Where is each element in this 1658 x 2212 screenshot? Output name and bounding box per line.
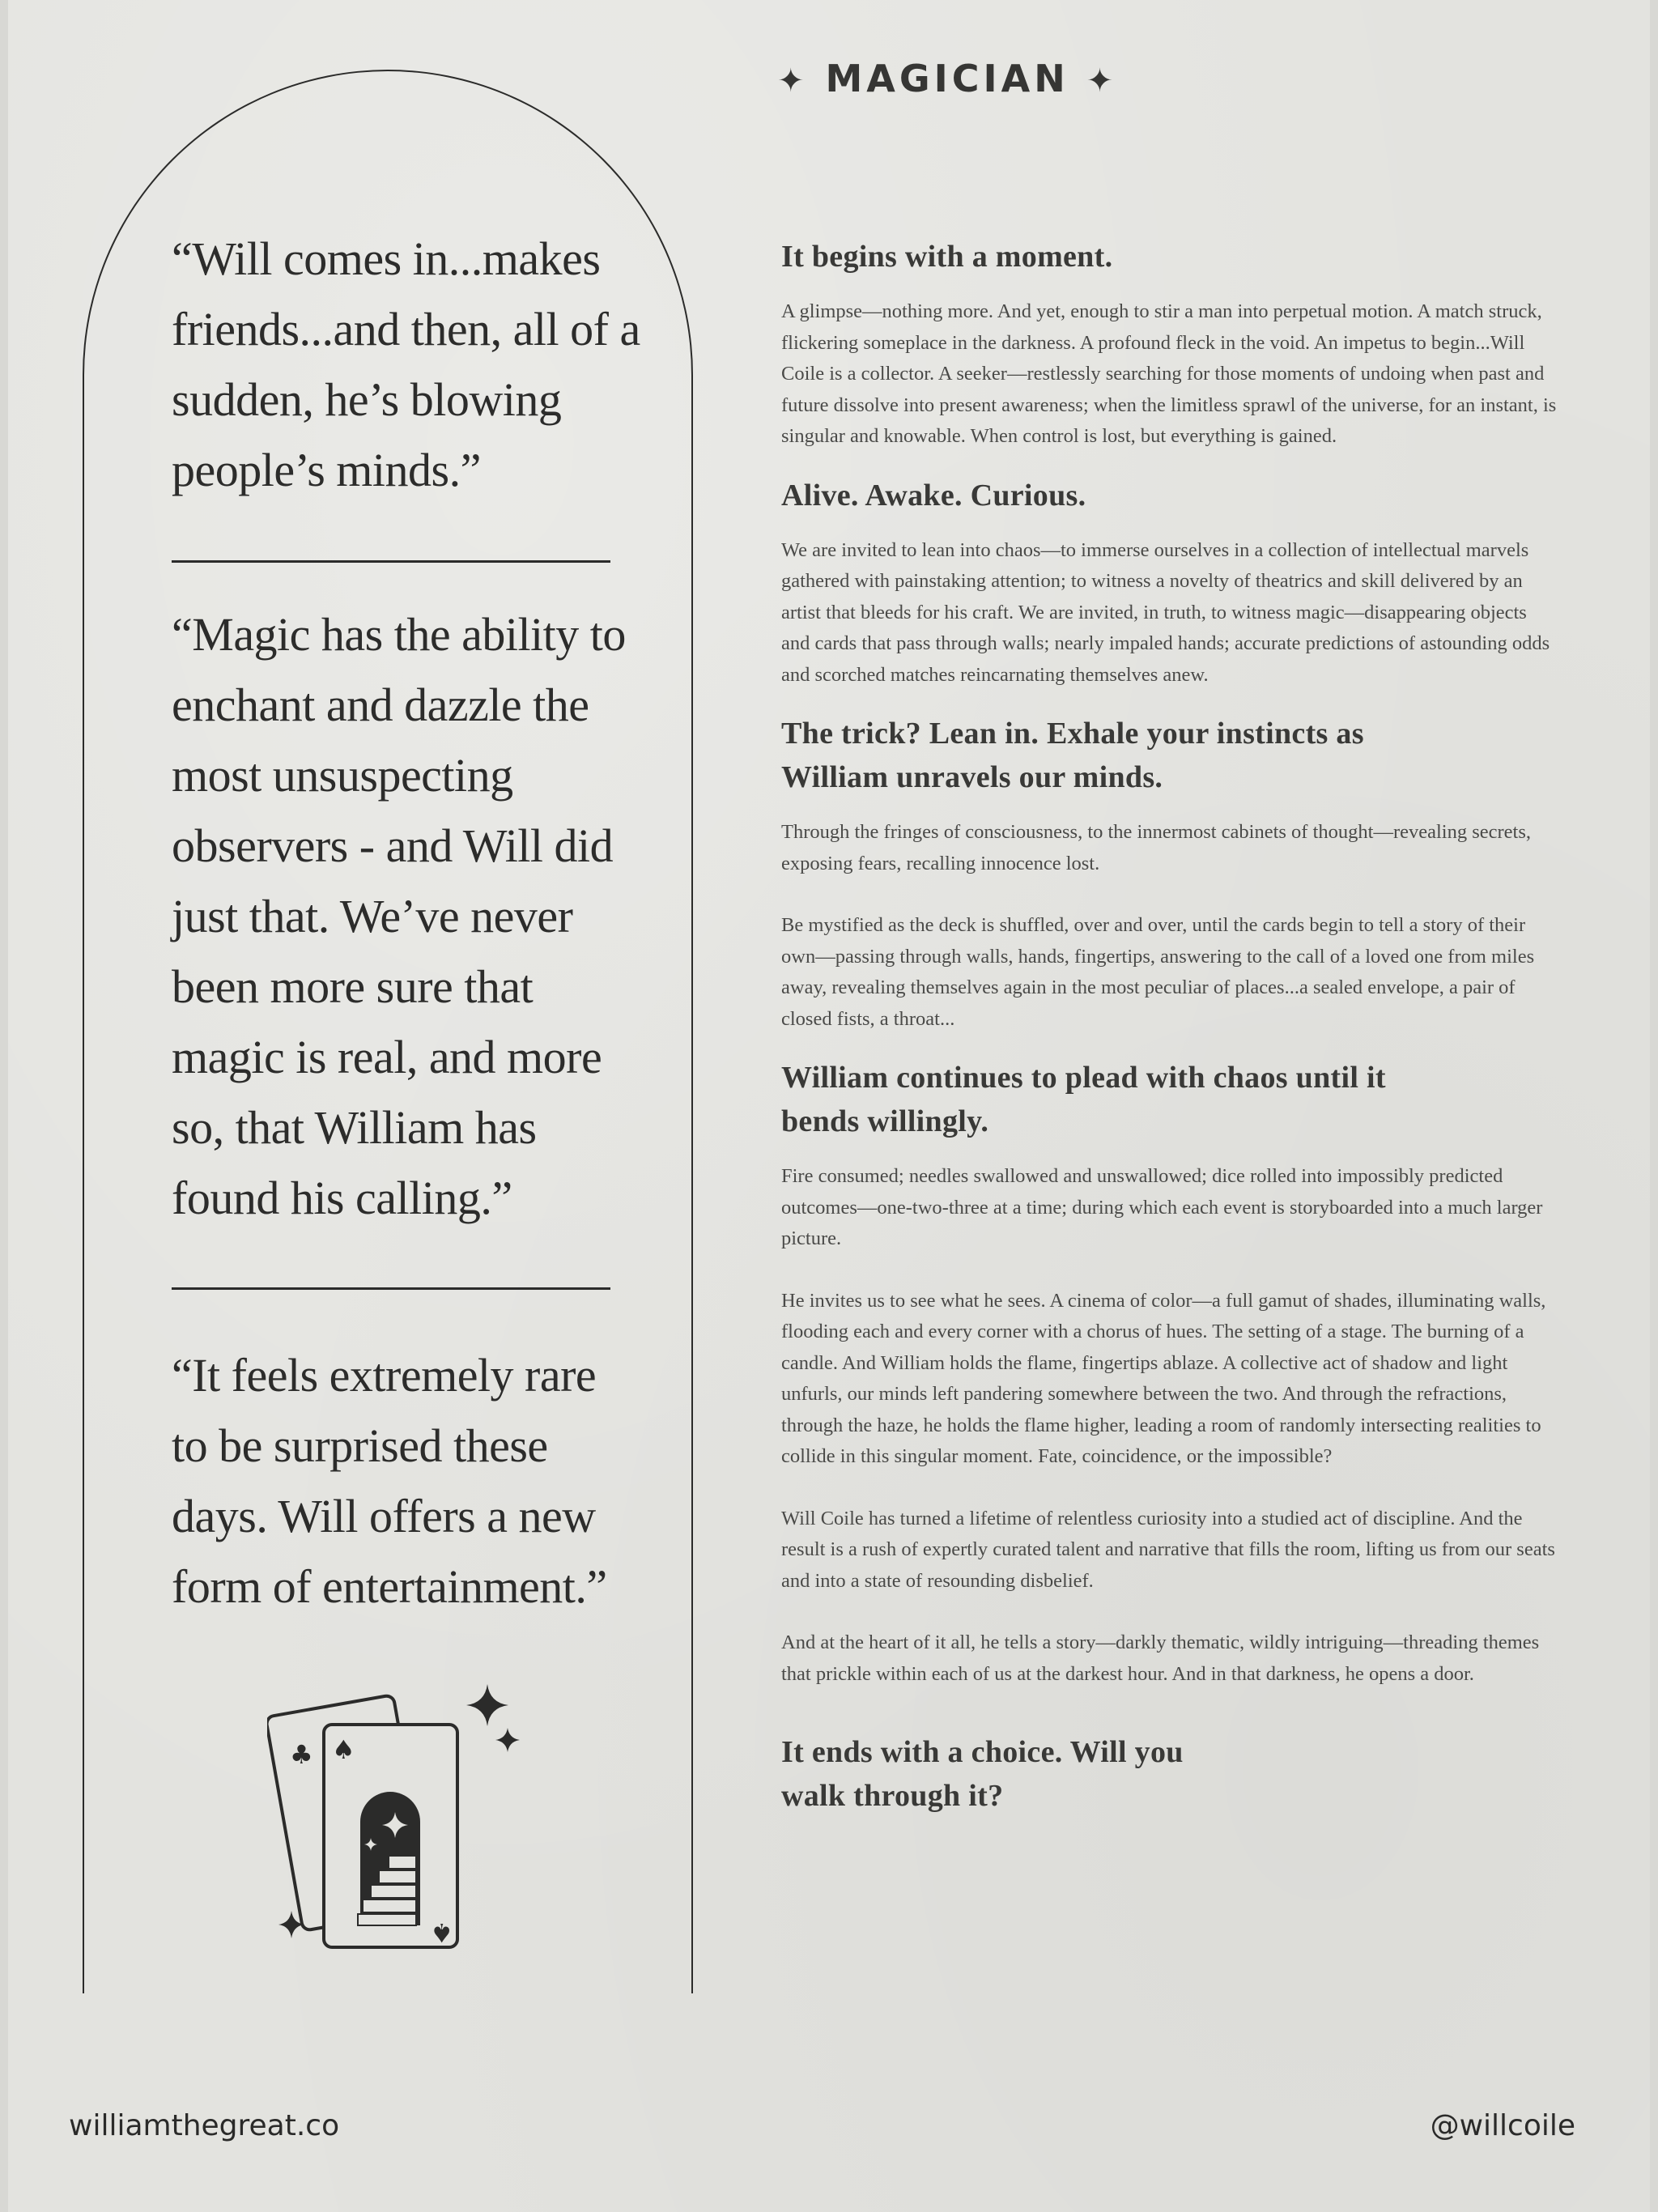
club-suit-icon: ♣: [290, 1739, 313, 1770]
section-paragraph: Through the fringes of consciousness, to the innermost cabinets of thought—revealing secrets, exposing fears, recalling innocence lost.: [781, 821, 1532, 874]
section-paragraph: Fire consumed; needles swallowed and unswallowed; dice rolled into impossibly predicted outcomes—one-two-three at a time; during which each event is storyboarded into a much larger picture.: [781, 1165, 1543, 1249]
section-paragraph: And at the heart of it all, he tells a story—darkly thematic, wildly intriguing—threading themes that prickle within each of us at the darkest hour. And in that darkness, he opens a door.: [781, 1631, 1540, 1685]
testimonial-quote-3: “It feels extremely rare to be surprised these days. Will offers a new form of entertainment.”: [172, 1349, 607, 1613]
testimonial-quote-2: “Magic has the ability to enchant and dazzle the most unsuspecting observers - and Will did just that. We’ve never been more sure that magic is real, and more so, that William has found his calling.”: [172, 608, 626, 1224]
quote-divider-1: [172, 560, 610, 563]
footer-website-link[interactable]: williamthegreat.co: [69, 2109, 340, 2142]
section-paragraph: We are invited to lean into chaos—to immerse ourselves in a collection of intellectual marvels gathered with painstaking attention; to witness a novelty of theatrics and skill delivered by an artist that bleeds for his craft. We are invited, in truth, to witness magic—disappearing objects and cards that pass through walls; nearly impaled hands; accurate predictions of astounding odds and scorched matches reincarnating themselves anew.: [781, 538, 1550, 686]
quote-divider-2: [172, 1287, 610, 1290]
testimonial-quote-1: “Will comes in...makes friends...and then, all of a sudden, he’s blowing people’s minds.”: [172, 232, 640, 496]
section-paragraph: Be mystified as the deck is shuffled, over and over, until the cards begin to tell a story of their own—passing through walls, hands, fingertips, answering to the call of a loved one from miles away, revealing themselves again in the most peculiar of places...a sealed envelope, a pair of closed fists, a throat...: [781, 914, 1535, 1030]
star-right-icon: ✦: [1086, 62, 1118, 100]
playing-cards-icon: [267, 1676, 542, 1967]
sparkle-large-icon: [466, 1684, 508, 1726]
star-left-icon: ✦: [777, 62, 809, 100]
page-title: [777, 57, 1117, 100]
section-heading: Alive. Awake. Curious.: [781, 478, 1086, 513]
title-text: MAGICIAN: [825, 57, 1069, 100]
story-column: [781, 235, 1558, 1818]
sparkle-medium-icon: [495, 1728, 520, 1752]
section-heading: The trick? Lean in. Exhale your instincts as William unravels our minds.: [781, 717, 1364, 794]
section-paragraph: Will Coile has turned a lifetime of relentless curiosity into a studied act of discipline. And the result is a rush of expertly curated talent and narrative that fills the room, lifting us from our seats and into a state of resounding disbelief.: [781, 1507, 1555, 1592]
page-sheet: [8, 0, 1650, 2212]
section-heading: It begins with a moment.: [781, 240, 1113, 274]
section-paragraph: A glimpse—nothing more. And yet, enough to stir a man into perpetual motion. A match struck, flickering someplace in the darkness. A profound fleck in the void. An impetus to begin...Will Coile is a collector. A seeker—restlessly searching for those moments of undoing when past and future dissolve into present awareness; when the limitless sprawl of the universe, for an instant, is singular and knowable. When control is lost, but everything is gained.: [781, 300, 1557, 447]
spade-suit-bottom-icon: ♠: [430, 1917, 453, 1948]
section-paragraph: He invites us to see what he sees. A cinema of color—a full gamut of shades, illuminating walls, flooding each and every corner with a chorus of hues. The setting of a stage. The burning of a candle. And William holds the flame, fingertips ablaze. A collective act of shadow and light unfurls, our minds left pandering somewhere between the two. And through the refractions, through the haze, he holds the flame higher, leading a room of randomly intersecting realities to collide in this singular moment. Fate, coincidence, or the impossible?: [781, 1289, 1546, 1467]
section-heading: William continues to plead with chaos until it bends willingly.: [781, 1061, 1386, 1138]
spade-suit-icon: ♠: [332, 1734, 355, 1765]
closing-heading: It ends with a choice. Will you walk through it?: [781, 1735, 1184, 1813]
footer-social-handle[interactable]: @willcoile: [1430, 2109, 1575, 2142]
